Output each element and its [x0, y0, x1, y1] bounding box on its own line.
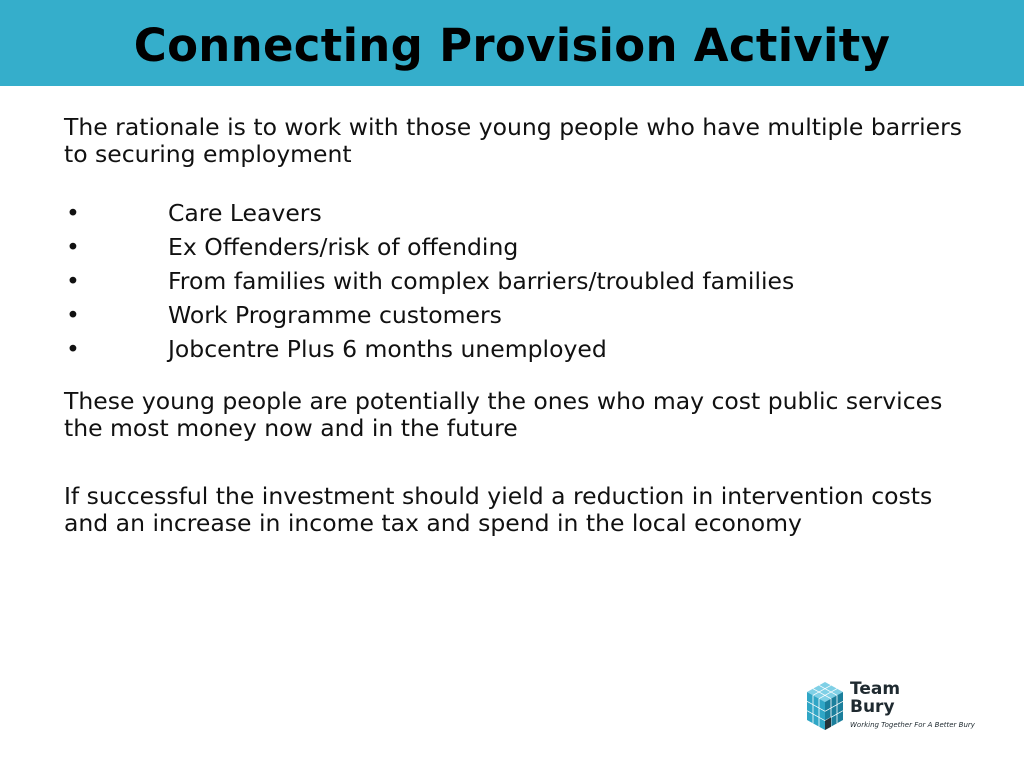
- cost-paragraph: These young people are potentially the ones who may cost public services the most money now and in the future: [64, 387, 943, 442]
- logo-tagline: Working Together For A Better Bury: [850, 721, 975, 729]
- slide-header: [0, 0, 1024, 86]
- list-item: [64, 264, 964, 298]
- intro-paragraph: The rationale is to work with those young people who have multiple barriers to securing employment: [64, 113, 962, 168]
- bullet-marker: •: [66, 266, 80, 295]
- slide-body: [64, 114, 964, 537]
- list-item-text: Jobcentre Plus 6 months unemployed: [168, 334, 607, 363]
- list-item: [64, 332, 964, 366]
- investment-paragraph: If successful the investment should yield a reduction in intervention costs and an increase in income tax and spend in the local economy: [64, 482, 933, 537]
- bullet-marker: •: [66, 334, 80, 363]
- logo-title-line-1: Team: [850, 679, 901, 699]
- bullet-marker: •: [66, 232, 80, 261]
- team-bury-logo: [805, 678, 975, 736]
- bullet-list: [64, 196, 964, 366]
- bullet-marker: •: [66, 300, 80, 329]
- list-item-text: Care Leavers: [168, 198, 322, 227]
- slide-title: Connecting Provision Activity: [133, 18, 891, 72]
- list-item-text: Ex Offenders/risk of offending: [168, 232, 519, 261]
- cube-icon: [805, 680, 845, 732]
- list-item: [64, 230, 964, 264]
- list-item: [64, 196, 964, 230]
- logo-title-line-2: Bury: [850, 697, 895, 717]
- list-item-text: Work Programme customers: [168, 300, 502, 329]
- list-item: [64, 298, 964, 332]
- bullet-marker: •: [66, 198, 80, 227]
- list-item-text: From families with complex barriers/troubled families: [168, 266, 795, 295]
